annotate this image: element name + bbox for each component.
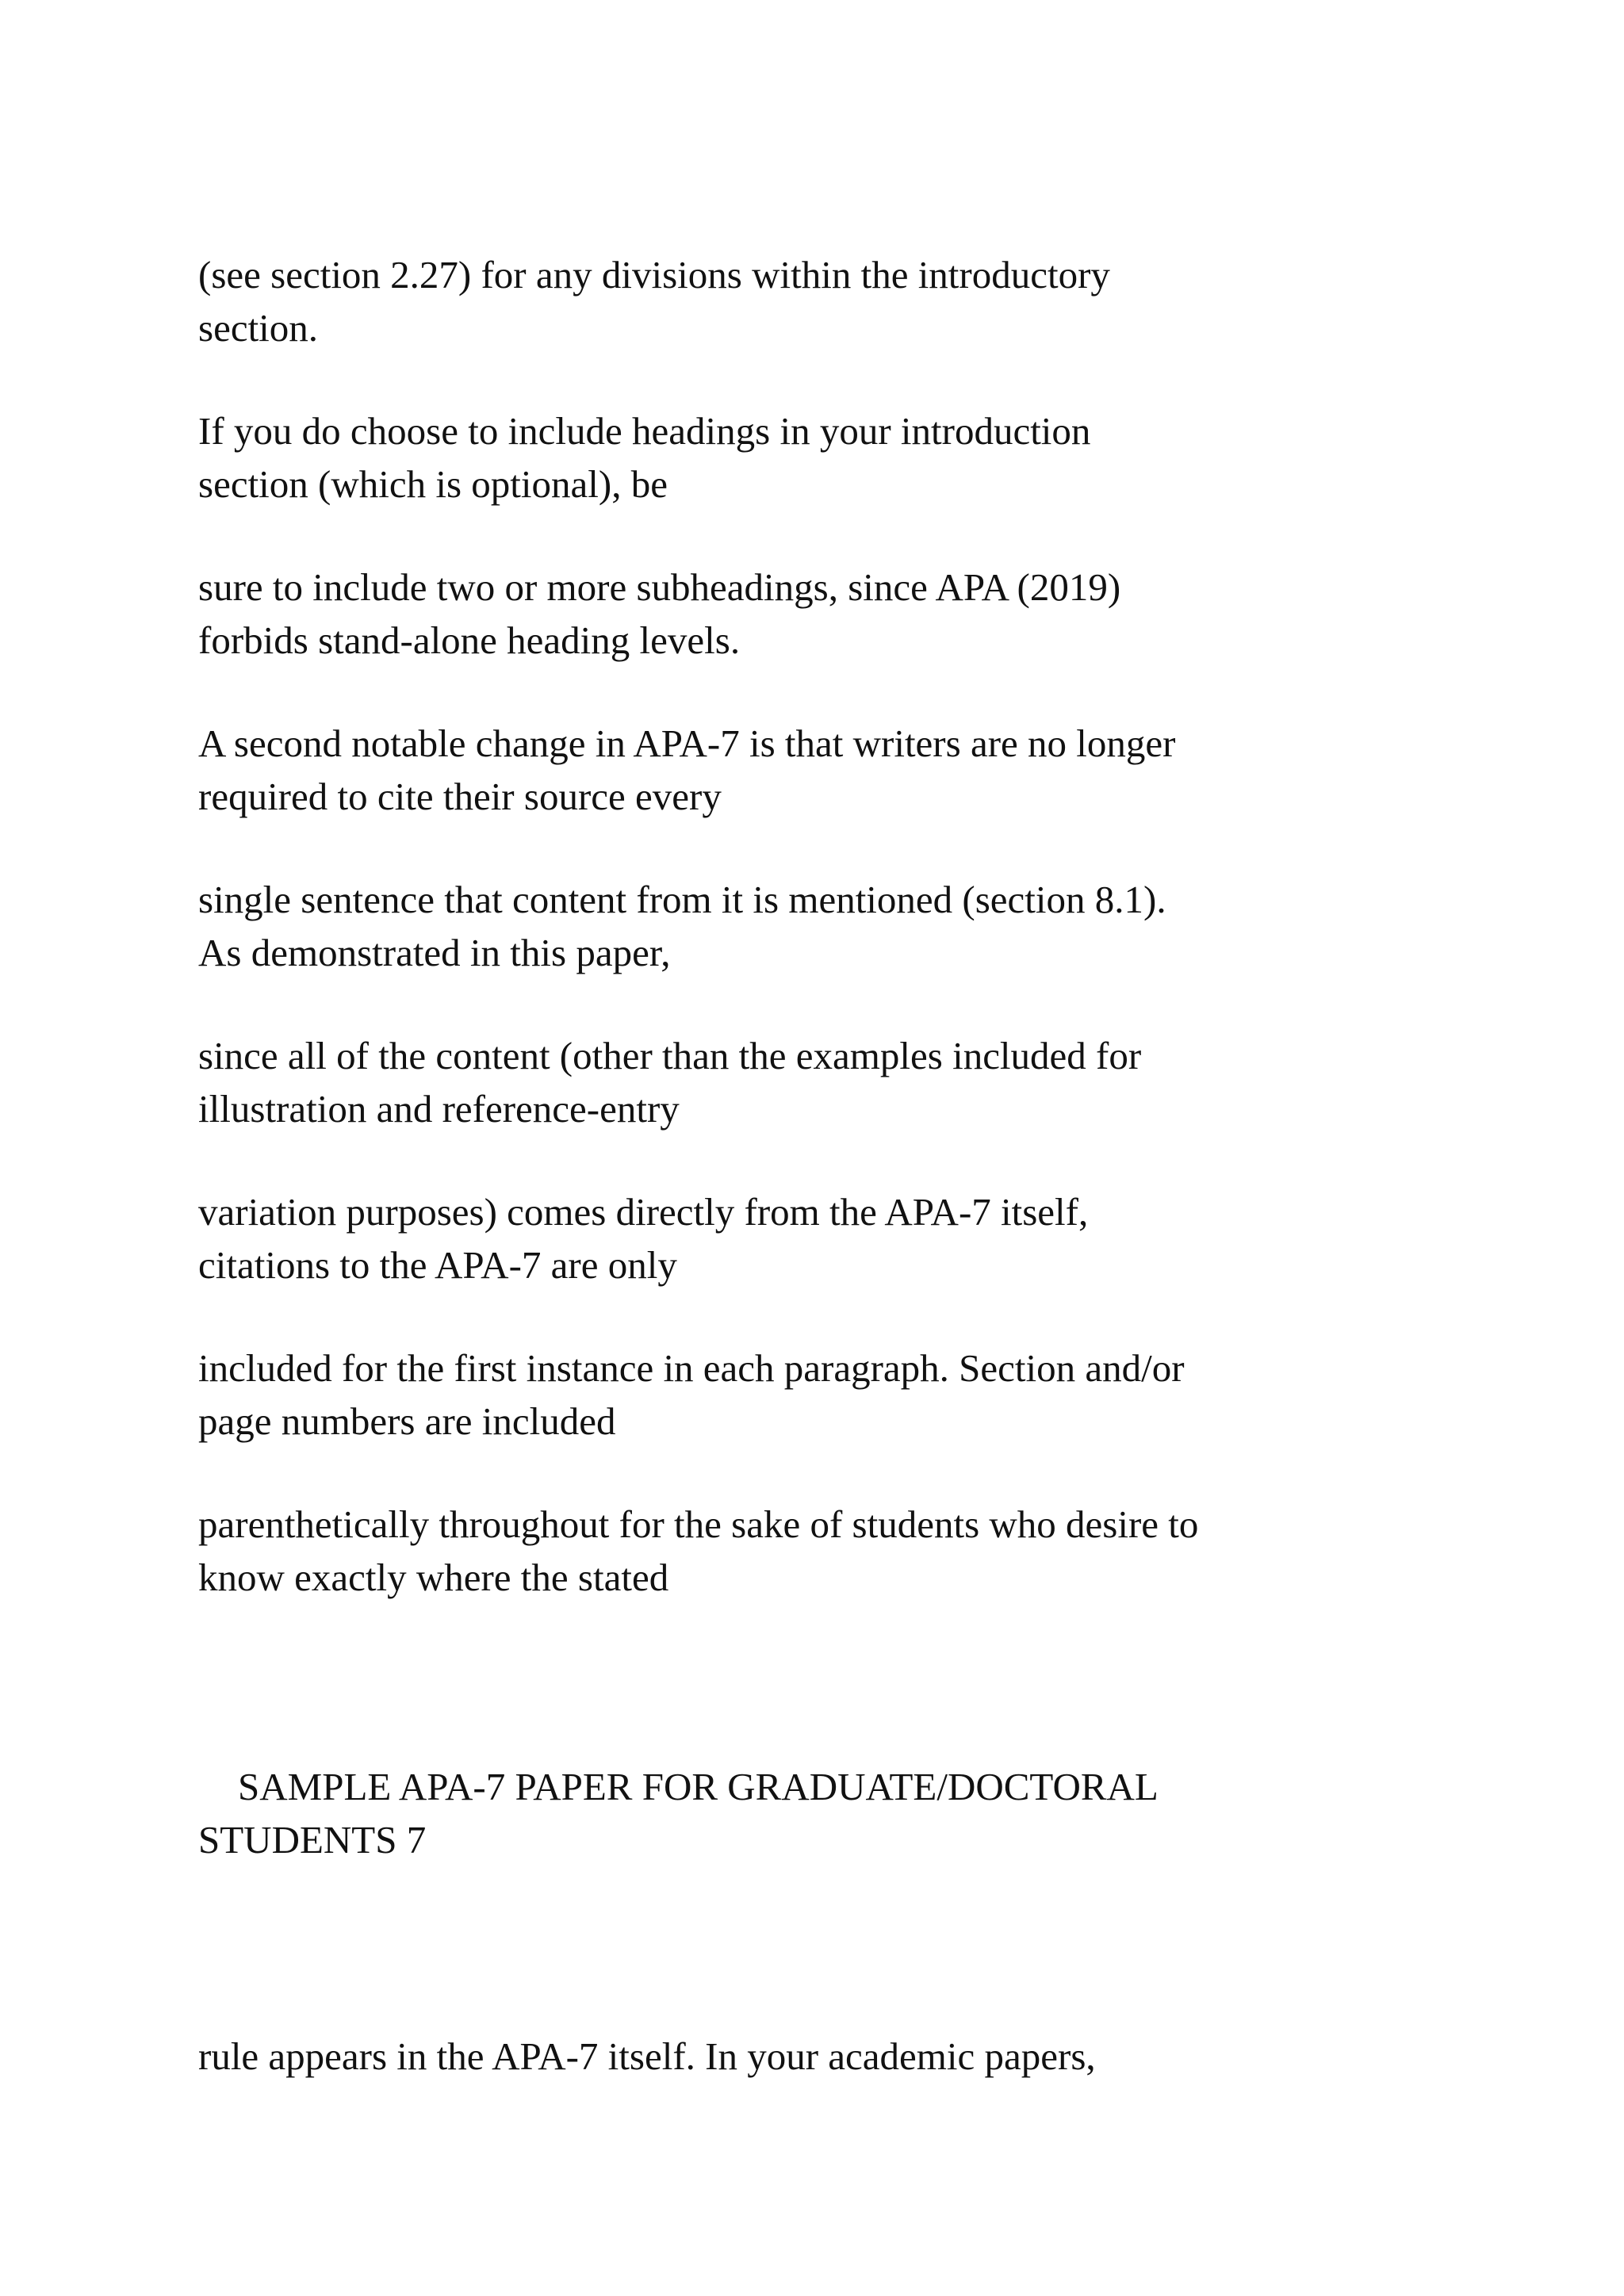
paragraph-1: [198, 248, 1546, 354]
text-line: (see section 2.27) for any divisions within the introductory: [198, 253, 1110, 297]
text-line: As demonstrated in this paper,: [198, 931, 671, 974]
text-line: If you do choose to include headings in your introduction: [198, 409, 1091, 453]
text-line: citations to the APA-7 are only: [198, 1243, 677, 1287]
paragraph-3: [198, 561, 1546, 667]
paragraph-7: [198, 1185, 1546, 1292]
text-line: rule appears in the APA-7 itself. In your academic papers,: [198, 2034, 1096, 2078]
text-line: variation purposes) comes directly from the APA-7 itself,: [198, 1190, 1089, 1234]
paragraph-10: [198, 2030, 1546, 2083]
text-line: included for the first instance in each paragraph. Section and/or: [198, 1346, 1185, 1390]
text-line: required to cite their source every: [198, 775, 722, 818]
running-head: [198, 1760, 1546, 1866]
running-head-line: STUDENTS 7: [198, 1818, 427, 1862]
text-line: sure to include two or more subheadings, since APA (2019): [198, 565, 1121, 609]
text-line: section (which is optional), be: [198, 462, 668, 506]
paragraph-5: [198, 873, 1546, 979]
paragraph-9: [198, 1498, 1546, 1604]
paragraph-2: [198, 404, 1546, 511]
text-line: parenthetically throughout for the sake of students who desire to: [198, 1502, 1199, 1546]
text-line: page numbers are included: [198, 1399, 616, 1443]
running-head-line: SAMPLE APA-7 PAPER FOR GRADUATE/DOCTORAL: [238, 1765, 1159, 1808]
paragraph-6: [198, 1029, 1546, 1135]
paragraph-4: [198, 717, 1546, 823]
text-line: section.: [198, 306, 319, 350]
paragraph-8: [198, 1341, 1546, 1448]
text-line: single sentence that content from it is mentioned (section 8.1).: [198, 878, 1166, 921]
text-line: A second notable change in APA-7 is that writers are no longer: [198, 721, 1176, 765]
text-line: forbids stand-alone heading levels.: [198, 618, 741, 662]
text-line: since all of the content (other than the examples included for: [198, 1034, 1142, 1077]
text-line: know exactly where the stated: [198, 1556, 669, 1599]
text-line: illustration and reference-entry: [198, 1087, 680, 1131]
